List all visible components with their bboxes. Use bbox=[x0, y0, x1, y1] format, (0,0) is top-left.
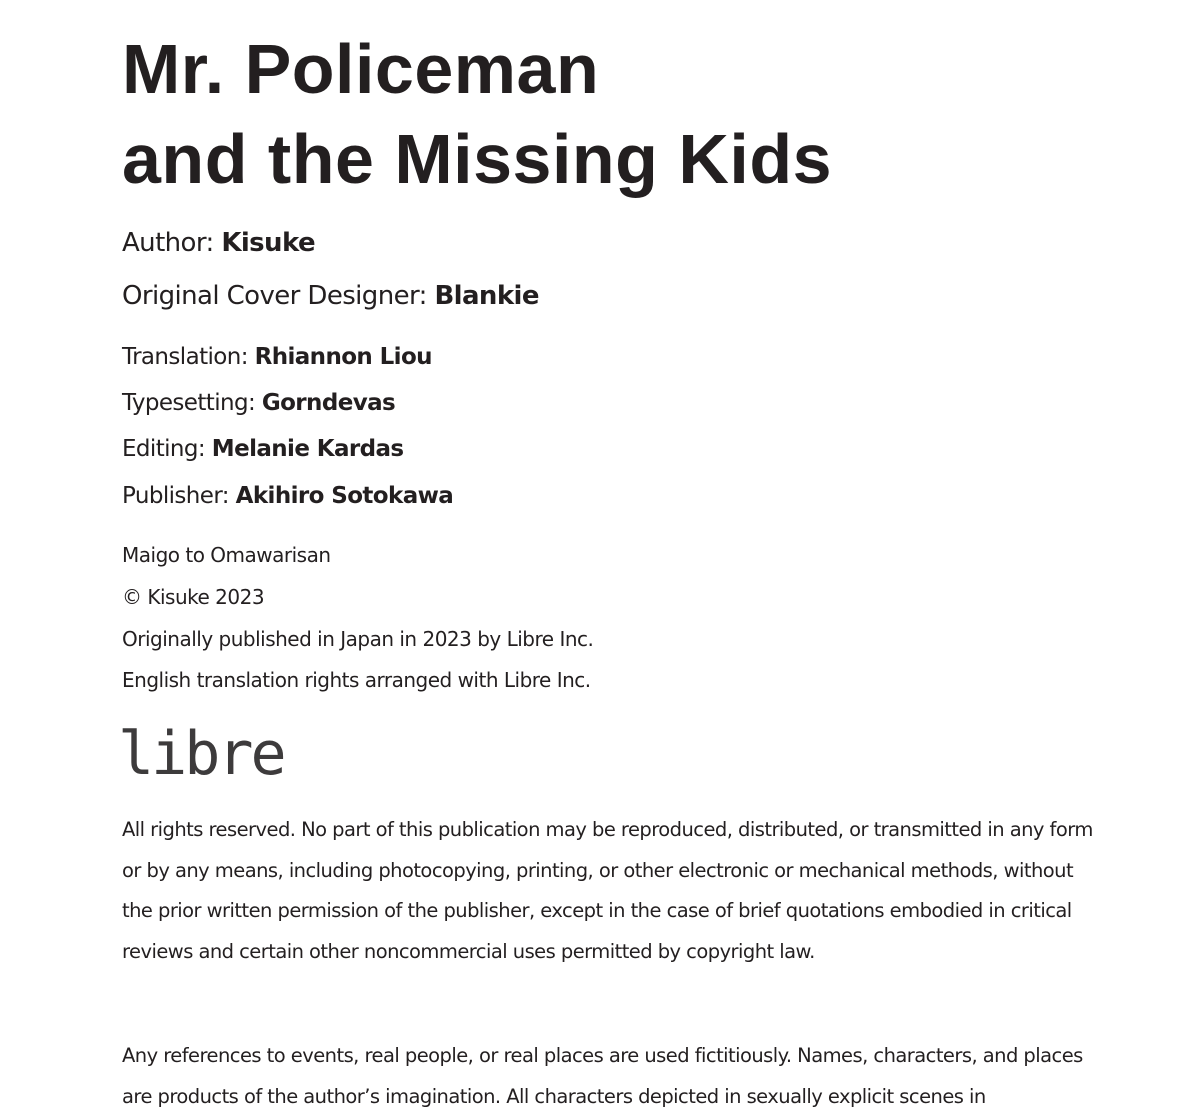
original-publication-line: Originally published in Japan in 2023 by Libre Inc. bbox=[122, 627, 594, 651]
credit-translation bbox=[122, 344, 432, 370]
credit-cover-designer-value: Blankie bbox=[434, 281, 539, 311]
fiction-notice-paragraph: Any references to events, real people, or real places are used fictitiously. Names, characters, and places are products of the author’s imagination. All characters depicted in sexually explicit scenes in bbox=[122, 1044, 1083, 1108]
credit-publisher-value: Akihiro Sotokawa bbox=[235, 483, 454, 509]
original-title: Maigo to Omawarisan bbox=[122, 543, 331, 567]
credit-translation-label: Translation: bbox=[122, 344, 255, 370]
credit-publisher-label: Publisher: bbox=[122, 483, 236, 509]
credit-typesetting-label: Typesetting: bbox=[122, 390, 262, 416]
credit-author bbox=[122, 228, 315, 258]
copyright-notice: © Kisuke 2023 bbox=[122, 585, 265, 609]
book-title bbox=[122, 24, 832, 204]
libre-logo: libre bbox=[118, 719, 284, 789]
credit-editing bbox=[122, 436, 404, 462]
rights-reserved-paragraph: All rights reserved. No part of this publication may be reproduced, distributed, or transmitted in any form or by any means, including photocopying, printing, or other electronic or mechanical methods, without the prior written permission of the publisher, except in the case of brief quotations embodied in critical reviews and certain other noncommercial uses permitted by copyright law. bbox=[122, 818, 1093, 963]
credit-publisher bbox=[122, 483, 453, 509]
credit-typesetting-value: Gorndevas bbox=[261, 390, 396, 416]
credit-cover-designer bbox=[122, 281, 539, 311]
book-title-line-2: and the Missing Kids bbox=[122, 120, 833, 198]
credit-typesetting bbox=[122, 390, 395, 416]
credit-editing-value: Melanie Kardas bbox=[211, 436, 404, 462]
credit-editing-label: Editing: bbox=[122, 436, 212, 462]
credit-translation-value: Rhiannon Liou bbox=[254, 344, 432, 370]
credit-author-label: Author: bbox=[122, 228, 222, 258]
translation-rights-line: English translation rights arranged with Libre Inc. bbox=[122, 668, 591, 692]
book-title-line-1: Mr. Policeman bbox=[122, 30, 600, 108]
credit-author-value: Kisuke bbox=[221, 228, 315, 258]
credit-cover-designer-label: Original Cover Designer: bbox=[122, 281, 435, 311]
